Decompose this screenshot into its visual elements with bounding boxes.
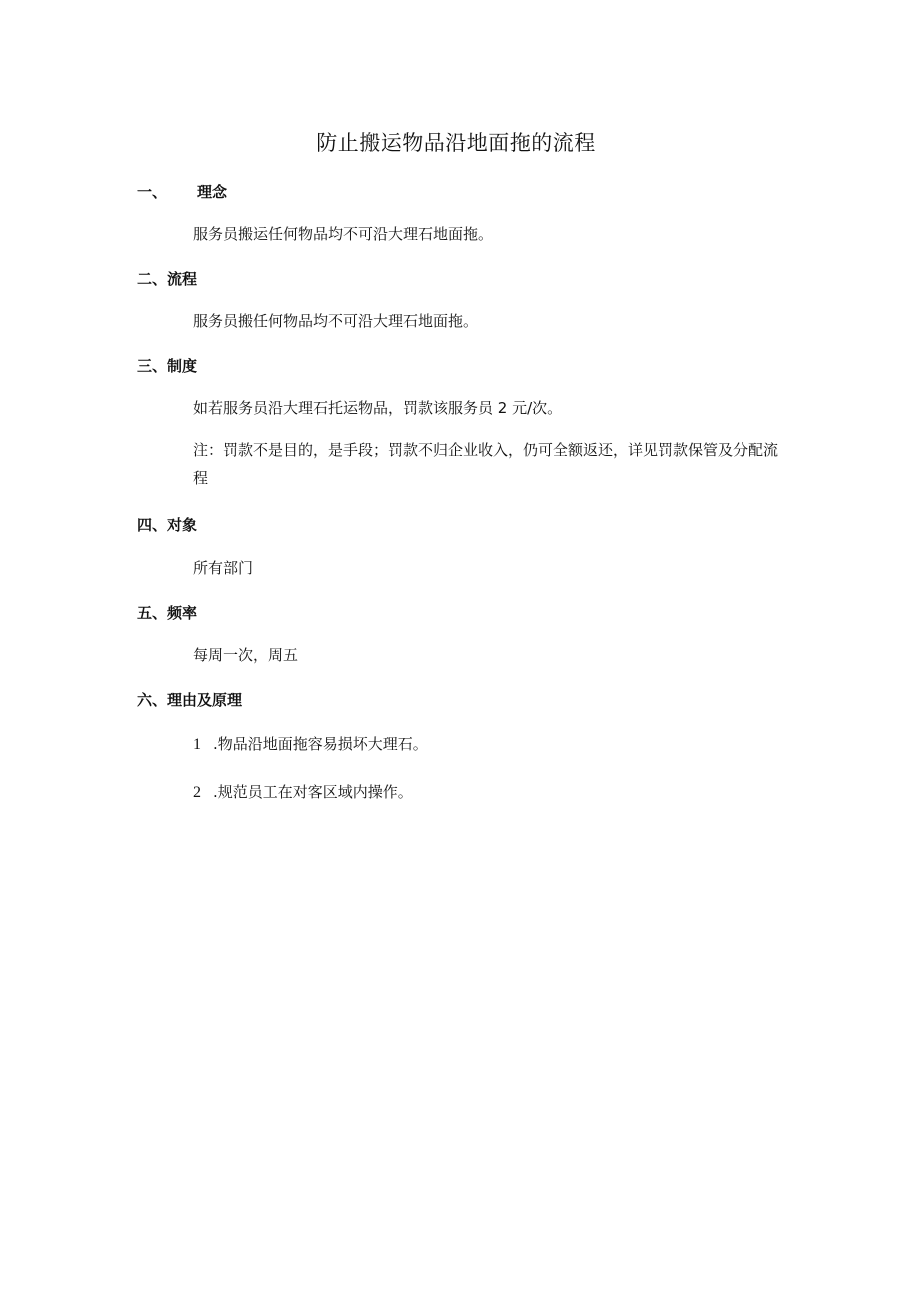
- section-heading-3: [137, 355, 197, 376]
- section-label: 制度: [167, 357, 198, 375]
- section-number: 六、: [137, 691, 168, 709]
- section-number: 五、: [137, 604, 168, 622]
- list-item: [193, 781, 413, 802]
- list-item-number: 1: [193, 736, 201, 753]
- list-item-text: .物品沿地面拖容易损坏大理石。: [213, 735, 428, 753]
- section-3-paragraph: 如若服务员沿大理石托运物品，罚款该服务员 2 元/次。: [193, 399, 563, 417]
- section-5-paragraph: 每周一次，周五: [193, 646, 299, 664]
- list-item: [193, 733, 428, 754]
- section-number: 一、: [137, 183, 168, 201]
- section-heading-6: [137, 689, 242, 710]
- list-item-text: .规范员工在对客区域内操作。: [213, 783, 413, 801]
- section-label: 理念: [197, 183, 228, 201]
- section-heading-4: [137, 514, 197, 535]
- section-2-paragraph: 服务员搬任何物品均不可沿大理石地面拖。: [193, 312, 479, 330]
- section-1-paragraph: 服务员搬运任何物品均不可沿大理石地面拖。: [193, 225, 494, 243]
- section-label: 流程: [167, 270, 198, 288]
- list-item-number: 2: [193, 784, 201, 801]
- section-number: 二、: [137, 270, 168, 288]
- section-heading-5: [137, 602, 197, 623]
- section-3-note: 注：罚款不是目的，是手段；罚款不归企业收入，仍可全额返还，详见罚款保管及分配流程: [193, 441, 779, 487]
- section-heading-1: [137, 181, 227, 202]
- section-label: 理由及原理: [167, 691, 243, 709]
- section-number: 三、: [137, 357, 168, 375]
- section-number: 四、: [137, 516, 168, 534]
- section-label: 对象: [167, 516, 198, 534]
- section-label: 频率: [167, 604, 198, 622]
- document-title: 防止搬运物品沿地面拖的流程: [316, 131, 596, 155]
- section-heading-2: [137, 268, 197, 289]
- section-4-paragraph: 所有部门: [193, 559, 254, 577]
